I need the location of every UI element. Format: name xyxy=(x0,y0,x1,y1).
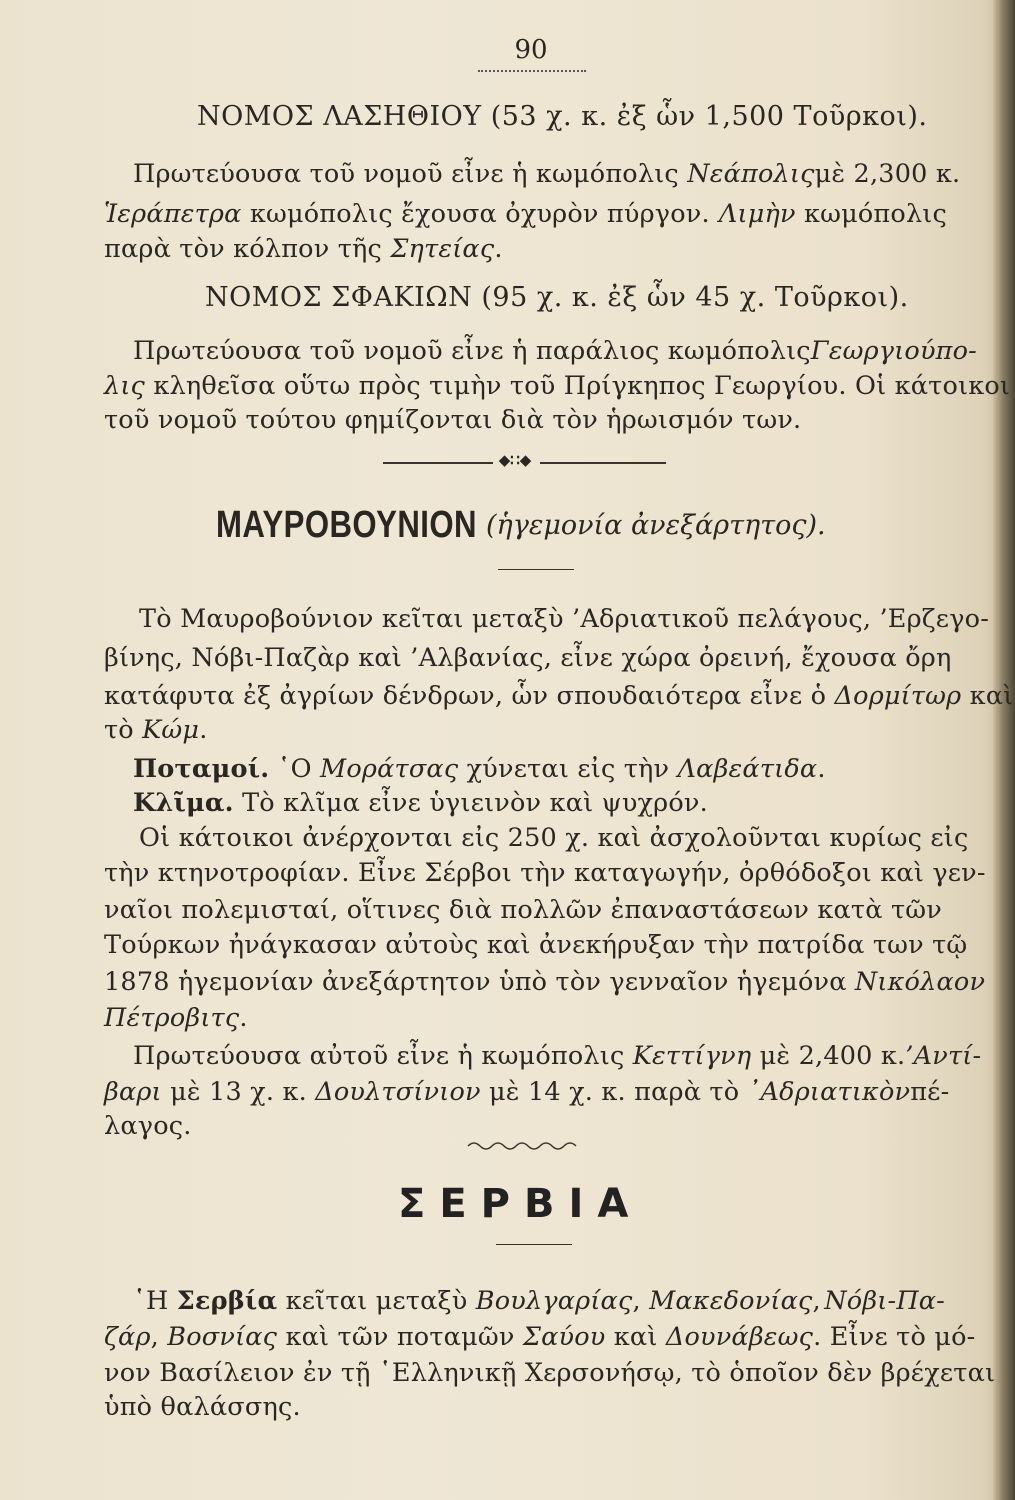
ornament-icon: ◆∷◆ xyxy=(498,451,532,469)
text-run: . Εἶνε τὸ μό- xyxy=(813,1322,976,1352)
mountain-name: Κώμ xyxy=(142,715,200,745)
text-run: καὶ xyxy=(605,1322,666,1352)
text-run: κωμόπολις xyxy=(795,199,947,229)
text-run: χύνεται εἰς τὴν xyxy=(458,754,678,784)
text-run: , xyxy=(632,1286,650,1316)
lake-name: Λαβεάτιδα xyxy=(677,754,818,784)
montenegro-title: ΜΑΥΡΟΒΟΥΝΙΟΝ xyxy=(216,504,477,546)
text-run: τὴν κτηνοτροφίαν. Εἶνε Σέρβοι τὴν καταγωγήν, ὀρθόδοξοι καὶ γεν- xyxy=(104,858,986,888)
text-run: κεῖται μεταξὺ xyxy=(277,1286,476,1316)
book-spine-edge xyxy=(993,0,1015,1500)
lasithi-line-1 xyxy=(133,158,961,190)
sfakia-line-3: τοῦ νομοῦ τούτου φημίζονται διὰ τὸν ἡρωισμόν των. xyxy=(104,405,802,435)
country-name: Σερβία xyxy=(176,1286,278,1316)
person-name: Νικόλαον xyxy=(854,967,986,997)
montenegro-rivers xyxy=(133,753,826,785)
montenegro-capital-1 xyxy=(133,1040,982,1072)
text-run: κατάφυτα ἐξ ἀγρίων δένδρων, ὧν σπουδαιότερα εἶνε ὁ xyxy=(104,681,835,711)
text-run: μὲ 2,400 κ. xyxy=(751,1041,906,1071)
montenegro-intro-1 xyxy=(139,603,990,635)
place-name: Βοσνίας xyxy=(167,1322,278,1352)
text-run: Πρωτεύουσα τοῦ νομοῦ εἶνε ἡ παράλιος κωμόπολις xyxy=(133,336,811,366)
text-run: βίνης, Νόβι-Παζὰρ καὶ ’Αλβανίας, εἶνε χώρα ὀρεινή, ἔχουσα ὄρη xyxy=(104,643,952,673)
text-run: Οἱ κάτοικοι ἀνέρχονται εἰς 250 χ. καὶ ἀσχολοῦνται κυρίως εἰς xyxy=(139,823,969,853)
montenegro-capital-3: λαγος. xyxy=(104,1111,192,1141)
text-run: , xyxy=(812,1286,821,1316)
river-name: Δουνάβεως xyxy=(665,1322,814,1352)
place-name: λις xyxy=(104,371,146,401)
text-run: κωμόπολις ἔχουσα ὀχυρὸν πύργον. xyxy=(241,199,710,229)
place-name: Νεάπολις xyxy=(687,159,815,189)
text-run: . xyxy=(239,1003,248,1033)
lasithi-line-3 xyxy=(104,233,503,265)
river-name: Μοράτσας xyxy=(320,754,459,784)
text-run: 1878 ἡγεμονίαν ἀνεξάρτητον ὑπὸ τὸν γενναῖον ἡγεμόνα xyxy=(104,967,855,997)
serbia-line-4: ὑπὸ θαλάσσης. xyxy=(104,1392,301,1422)
text-run: Πρωτεύουσα τοῦ νομοῦ εἶνε ἡ κωμόπολις xyxy=(133,159,688,189)
text-run: ναῖοι πολεμισταί, οἵτινες διὰ πολλῶν ἐπαναστάσεων κατὰ τῶν xyxy=(104,895,942,925)
place-name: Νόβι-Πα- xyxy=(824,1286,945,1316)
place-name: Γεωργιούπο- xyxy=(810,336,977,366)
text-run: , xyxy=(150,1322,168,1352)
ornament-rule-right xyxy=(540,462,666,464)
text-run: Τούρκων ἠνάγκασαν αὐτοὺς καὶ ἀνεκήρυξαν τὴν πατρίδα των τῷ xyxy=(104,930,968,960)
person-name: Πέτροβιτς xyxy=(104,1003,240,1033)
lasithi-line-2 xyxy=(104,198,947,230)
montenegro-capital-2 xyxy=(104,1076,950,1108)
place-name: Μακεδονίας xyxy=(649,1286,813,1316)
text-run: πέ- xyxy=(910,1077,950,1107)
montenegro-climate xyxy=(133,787,708,819)
montenegro-subtitle: (ἡγεμονία ἀνεξάρτητος). xyxy=(486,510,826,541)
text-run: καὶ xyxy=(961,681,1014,711)
text-run: . xyxy=(494,234,503,264)
climate-label: Κλῖμα. xyxy=(133,788,234,818)
river-name: Σαύου xyxy=(522,1322,606,1352)
montenegro-pop-6 xyxy=(104,1002,248,1034)
sfakia-heading: ΝΟΜΟΣ ΣΦΑΚΙΩΝ (95 χ. κ. ἐξ ὧν 45 χ. Τοῦρκοι). xyxy=(205,282,909,313)
text-run: μὲ 14 χ. κ. παρὰ τὸ xyxy=(480,1077,748,1107)
place-name: βαρι xyxy=(104,1077,162,1107)
montenegro-pop-2 xyxy=(104,857,986,889)
montenegro-intro-3 xyxy=(104,680,1014,712)
page-number: 90 xyxy=(514,35,548,65)
text-run: ῾Η xyxy=(133,1286,177,1316)
place-name: ’Αντί- xyxy=(905,1041,982,1071)
montenegro-pop-3 xyxy=(104,894,947,926)
text-run: Πρωτεύουσα αὐτοῦ εἶνε ἡ κωμόπολις xyxy=(133,1041,633,1071)
mountain-name: Δορμίτωρ xyxy=(834,681,962,711)
text-run: Τὸ κλῖμα εἶνε ὑγιεινὸν καὶ ψυχρόν. xyxy=(242,788,708,818)
text-run: κληθεῖσα οὕτω πρὸς τιμὴν τοῦ Πρίγκηπος Γεωργίου. Οἱ κάτοικοι xyxy=(145,371,1011,401)
wave-ornament-icon xyxy=(464,1136,584,1156)
text-run: μὲ 13 χ. κ. xyxy=(161,1077,316,1107)
text-run: νον Βασίλειον ἐν τῇ ῾Ελληνικῇ Χερσονήσῳ, τὸ ὁποῖον δὲν βρέχεται xyxy=(104,1358,996,1388)
text-run: ῾Ο xyxy=(277,754,321,784)
serbia-line-2 xyxy=(104,1321,976,1353)
text-run: καὶ τῶν ποταμῶν xyxy=(277,1322,523,1352)
rivers-label: Ποταμοί. xyxy=(133,754,270,784)
place-name: Λιμὴν xyxy=(718,199,796,229)
place-name: Ἱεράπετρα xyxy=(104,199,242,229)
montenegro-intro-2 xyxy=(104,642,952,674)
place-name: ζάρ xyxy=(104,1322,151,1352)
serbia-line-3 xyxy=(104,1357,996,1389)
place-name: ᾿Αδριατικὸν xyxy=(747,1077,911,1107)
montenegro-pop-5 xyxy=(104,966,986,998)
sfakia-line-2 xyxy=(104,370,1011,402)
text-run: παρὰ τὸν κόλπον τῆς xyxy=(104,234,391,264)
lasithi-heading: ΝΟΜΟΣ ΛΑΣΗΘΙΟΥ (53 χ. κ. ἐξ ὧν 1,500 Τοῦρκοι). xyxy=(197,101,928,132)
text-run: μὲ 2,300 κ. xyxy=(814,159,961,189)
page-number-rule xyxy=(478,70,586,72)
text-run: τὸ xyxy=(104,715,143,745)
montenegro-pop-1 xyxy=(139,822,969,854)
serbia-line-1 xyxy=(133,1285,945,1317)
ornament-rule-left xyxy=(383,462,493,464)
montenegro-title-rule xyxy=(498,569,574,570)
place-name: Σητείας xyxy=(390,234,495,264)
serbia-title-rule xyxy=(496,1244,572,1245)
text-run: Τὸ Μαυροβούνιον κεῖται μεταξὺ ’Αδριατικοῦ πελάγους, ’Ερζεγο- xyxy=(139,604,990,634)
montenegro-pop-4 xyxy=(104,929,968,961)
text-run: . xyxy=(199,715,208,745)
place-name: Βουλγαρίας xyxy=(475,1286,633,1316)
place-name: Δουλτσίνιον xyxy=(315,1077,481,1107)
montenegro-intro-4 xyxy=(104,714,208,746)
serbia-title: ΣΕΡΒΙΑ xyxy=(398,1181,643,1227)
sfakia-line-1 xyxy=(133,335,977,367)
text-run: . xyxy=(817,754,826,784)
place-name: Κεττίγνη xyxy=(632,1041,752,1071)
